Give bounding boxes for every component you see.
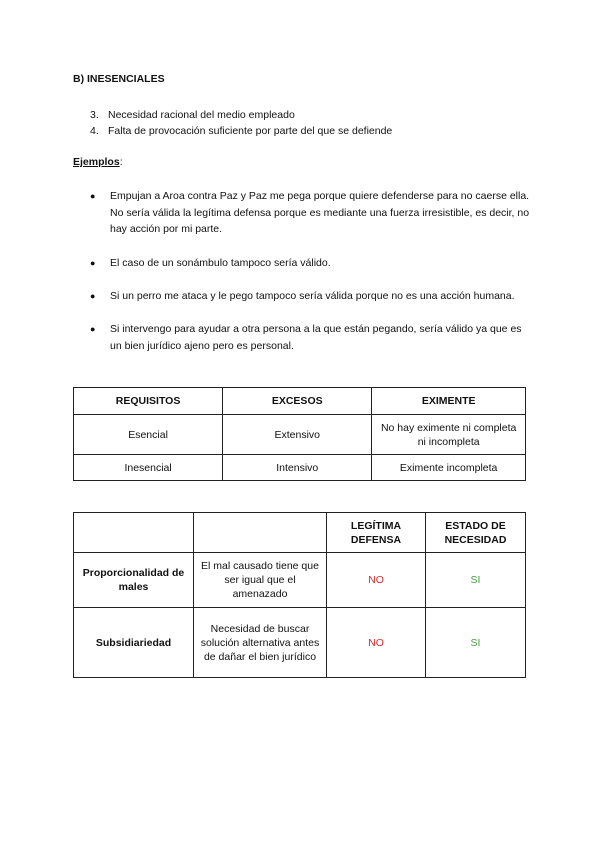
row-description: El mal causado tiene que ser igual que el amenazado [194, 553, 327, 608]
table-header-cell: LEGÍTIMA DEFENSA [327, 513, 426, 553]
numbered-list [90, 107, 392, 139]
table-cell: Eximente incompleta [372, 455, 526, 481]
requisitos-table [73, 387, 526, 481]
list-number: 4. [90, 125, 99, 137]
bullet-item [90, 321, 530, 354]
ejemplos-label: Ejemplos [73, 156, 120, 168]
bullet-item [90, 288, 530, 305]
table-header-row [74, 388, 526, 415]
table-row [74, 553, 526, 608]
table-header-cell: EXCESOS [223, 388, 372, 415]
bullet-text: El caso de un sonámbulo tampoco sería válido. [110, 257, 331, 269]
legitima-defensa-value: NO [327, 553, 426, 608]
table-header-cell: ESTADO DE NECESIDAD [426, 513, 526, 553]
ejemplos-heading [73, 156, 123, 168]
row-label: Proporcionalidad de males [74, 553, 194, 608]
table-cell: Inesencial [74, 455, 223, 481]
table-cell: Extensivo [223, 415, 372, 455]
table-cell: No hay eximente ni completa ni incompleta [372, 415, 526, 455]
row-description: Necesidad de buscar solución alternativa antes de dañar el bien jurídico [194, 608, 327, 678]
row-label: Subsidiariedad [74, 608, 194, 678]
table-header-cell: EXIMENTE [372, 388, 526, 415]
estado-necesidad-value: SI [426, 608, 526, 678]
bullet-text: Si un perro me ataca y le pego tampoco sería válida porque no es una acción humana. [110, 290, 515, 302]
table-header-cell [194, 513, 327, 553]
list-text: Falta de provocación suficiente por parte del que se defiende [108, 125, 393, 137]
comparison-table [73, 512, 526, 678]
bullet-icon: ● [90, 324, 96, 334]
list-item [90, 123, 392, 139]
bullet-icon: ● [90, 291, 96, 301]
bullet-text: Si intervengo para ayudar a otra persona a la que están pegando, sería válido ya que es un bien jurídico ajeno pero es personal. [110, 323, 522, 352]
bullet-text: Empujan a Aroa contra Paz y Paz me pega porque quiere defenderse para no caerse ella. No sería válida la legítima defensa porque es mediante una fuerza irresistible, es decir, no hay acción por mi parte. [110, 190, 530, 235]
list-number: 3. [90, 109, 99, 121]
legitima-defensa-value: NO [327, 608, 426, 678]
table-row [74, 415, 526, 455]
list-item [90, 107, 392, 123]
table-cell: Intensivo [223, 455, 372, 481]
bullet-item [90, 188, 530, 238]
table-header-cell [74, 513, 194, 553]
table-row [74, 608, 526, 678]
bullet-icon: ● [90, 191, 96, 201]
list-text: Necesidad racional del medio empleado [108, 109, 295, 121]
bullet-item [90, 255, 530, 272]
table-header-row [74, 513, 526, 553]
table-cell: Esencial [74, 415, 223, 455]
estado-necesidad-value: SI [426, 553, 526, 608]
table-header-cell: REQUISITOS [74, 388, 223, 415]
ejemplos-colon: : [119, 156, 123, 168]
table-row [74, 455, 526, 481]
bullet-icon: ● [90, 258, 96, 268]
section-heading: B) INESENCIALES [73, 73, 165, 85]
